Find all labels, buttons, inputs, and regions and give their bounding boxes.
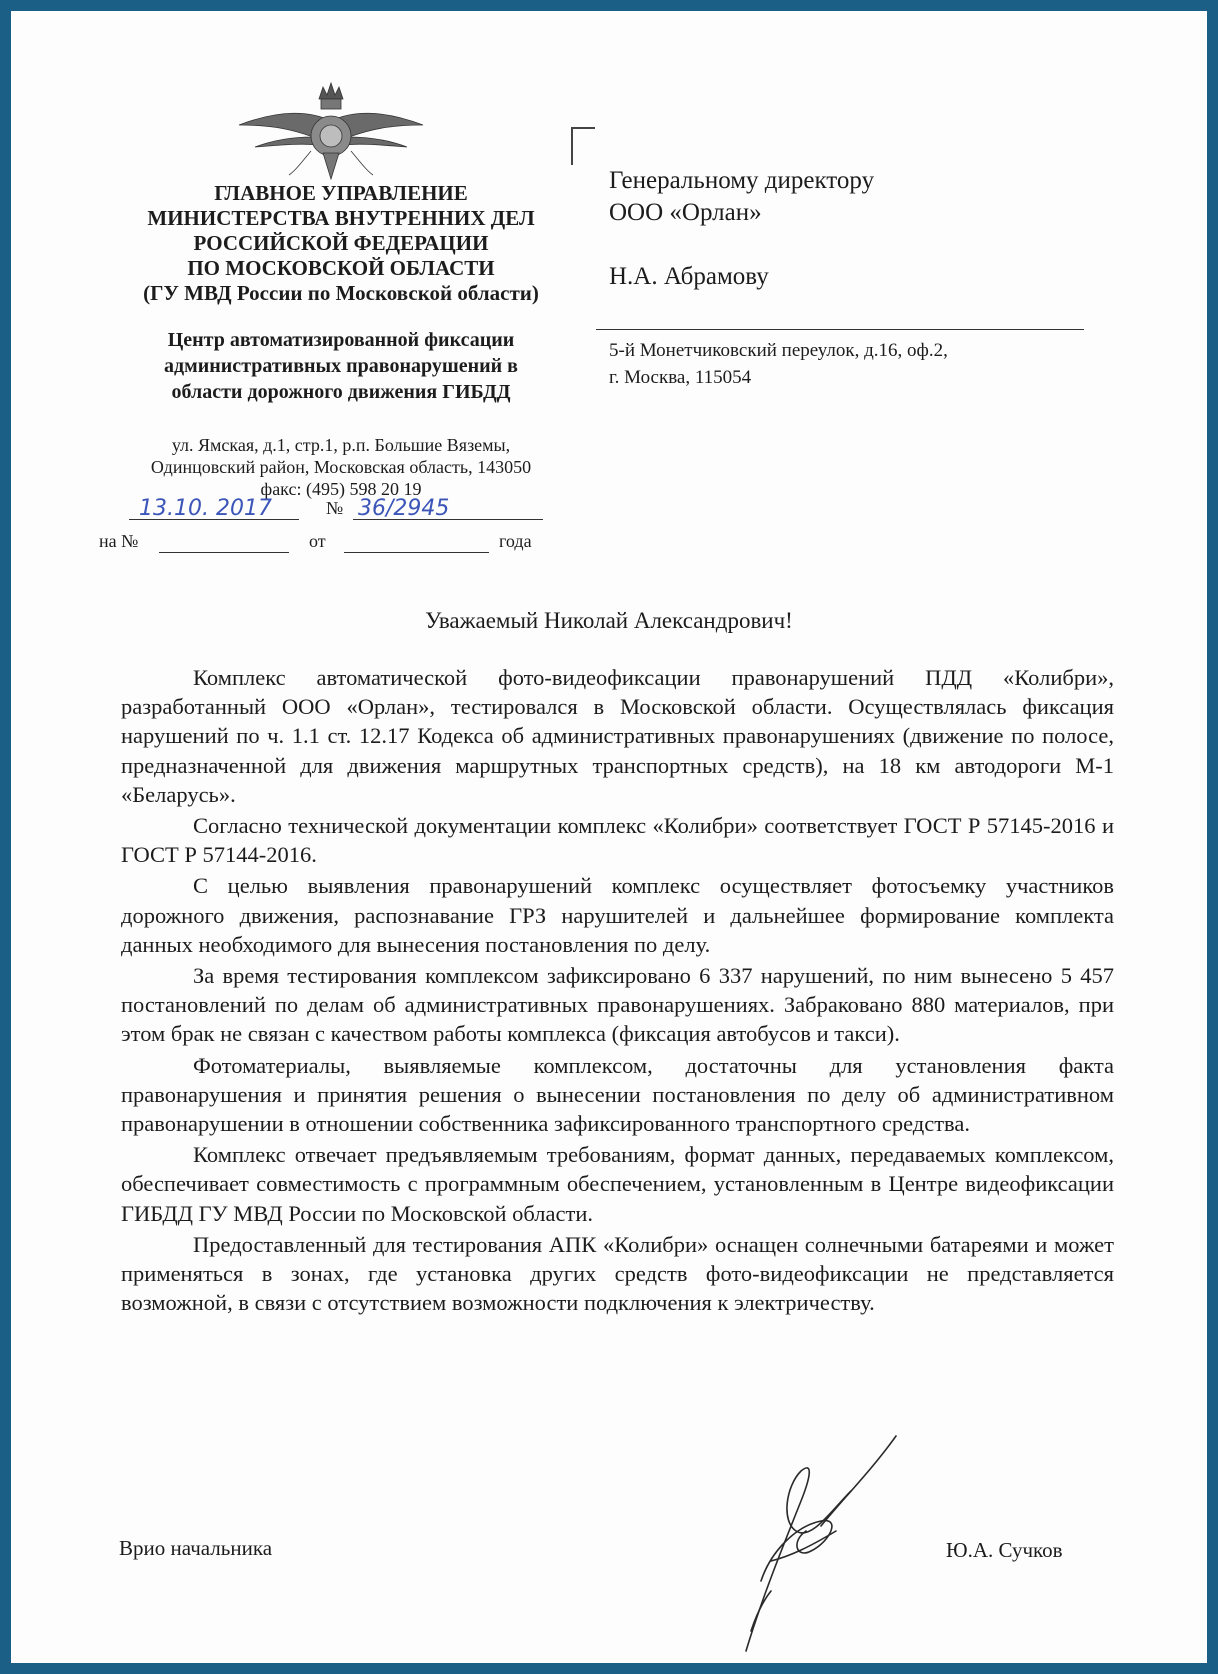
sender-address-line: Одинцовский район, Московская область, 143050 [150, 457, 532, 477]
center-name-block [101, 327, 581, 405]
mvd-emblem-icon [231, 81, 431, 181]
agency-line: (ГУ МВД России по Московской области) [143, 281, 539, 305]
agency-name-block [101, 181, 581, 306]
recipient-address-block [609, 337, 948, 391]
body-paragraph: Комплекс отвечает предъявляемым требованиям, формат данных, передаваемых комплексом, обеспечивает совместимость с программным обеспечением, установленным в Центре видеофиксации ГИБДД ГУ МВД России по Московской области. [121, 1142, 1114, 1226]
body-paragraph: Фотоматериалы, выявляемые комплексом, достаточны для установления факта правонарушения и принятия решения о вынесении постановления по делу об административном правонарушении в отношении собственника зафиксированного транспортного средства. [121, 1052, 1114, 1137]
agency-line: МИНИСТЕРСТВА ВНУТРЕННИХ ДЕЛ [147, 206, 535, 230]
letter-body [121, 663, 1114, 1319]
recipient-divider [596, 329, 1084, 330]
ref-date-blank [344, 551, 489, 553]
ref-from-label: от [309, 531, 326, 551]
ref-year-label: года [499, 531, 532, 551]
outgoing-registration [111, 498, 541, 528]
reference-line [99, 531, 549, 557]
sender-fax-line: факс: (495) 598 20 19 [260, 479, 422, 499]
agency-line: ПО МОСКОВСКОЙ ОБЛАСТИ [187, 256, 495, 280]
handwritten-signature-icon [701, 1431, 951, 1661]
body-paragraph: С целью выявления правонарушений комплекс осуществляет фотосъемку участников дорожного движения, распознавание ГРЗ нарушителей и дальнейшее формирование комплекта данных необходимого для вынесения постановления по делу. [121, 873, 1114, 957]
body-paragraph: Предоставленный для тестирования АПК «Колибри» оснащен солнечными батареями и может применяться в зонах, где установка других средств фото-видеофиксации не представляется возможной, в связи с отсутствием возможности подключения к электричеству. [121, 1231, 1114, 1316]
recipient-address-line: 5-й Монетчиковский переулок, д.16, оф.2, [609, 340, 948, 361]
sender-address-block [101, 434, 581, 500]
signatory-title: Врио начальника [119, 1536, 273, 1560]
center-line: Центр автоматизированной фиксации [167, 329, 515, 351]
outgoing-number: 36/2945 [353, 496, 543, 520]
recipient-title-line: Генеральному директору [609, 167, 875, 194]
body-paragraph: Комплекс автоматической фото-видеофиксации правонарушений ПДД «Колибри», разработанный ООО «Орлан», тестировался в Московской области. Осуществлялась фиксация нарушений по ч. 1.1 ст. 12.17 Кодекса об административных правонарушениях (движение по полосе, предназначенной для движения маршрутных транспортных средств), на 18 км автодороги М-1 «Беларусь». [121, 665, 1114, 807]
letter-page [11, 11, 1207, 1663]
outgoing-date: 13.10. 2017 [129, 496, 299, 520]
outgoing-number-label: № [326, 498, 344, 518]
address-corner-mark [571, 127, 595, 165]
center-line: административных правонарушений в [164, 355, 518, 377]
salutation: Уважаемый Николай Александрович! [425, 608, 793, 633]
signatory-name: Ю.А. Сучков [946, 1538, 1063, 1562]
recipient-name: Н.А. Абрамову [609, 263, 769, 290]
agency-line: РОССИЙСКОЙ ФЕДЕРАЦИИ [193, 231, 489, 255]
ref-number-blank [159, 551, 289, 553]
center-line: области дорожного движения ГИБДД [171, 381, 511, 403]
agency-line: ГЛАВНОЕ УПРАВЛЕНИЕ [214, 181, 468, 205]
recipient-company-line: ООО «Орлан» [609, 199, 762, 226]
body-paragraph: За время тестирования комплексом зафиксировано 6 337 нарушений, по ним вынесено 5 457 постановлений по делам об административных правонарушениях. Забраковано 880 материалов, при этом брак не связан с качеством работы комплекса (фиксация автобусов и такси). [121, 963, 1114, 1047]
body-paragraph: Согласно технической документации комплекс «Колибри» соответствует ГОСТ Р 57145-2016 и ГОСТ Р 57144-2016. [121, 813, 1114, 868]
recipient-address-line: г. Москва, 115054 [609, 367, 752, 388]
recipient-block [609, 165, 874, 293]
ref-number-label: на № [99, 531, 139, 551]
sender-address-line: ул. Ямская, д.1, стр.1, р.п. Большие Вяземы, [171, 435, 511, 455]
